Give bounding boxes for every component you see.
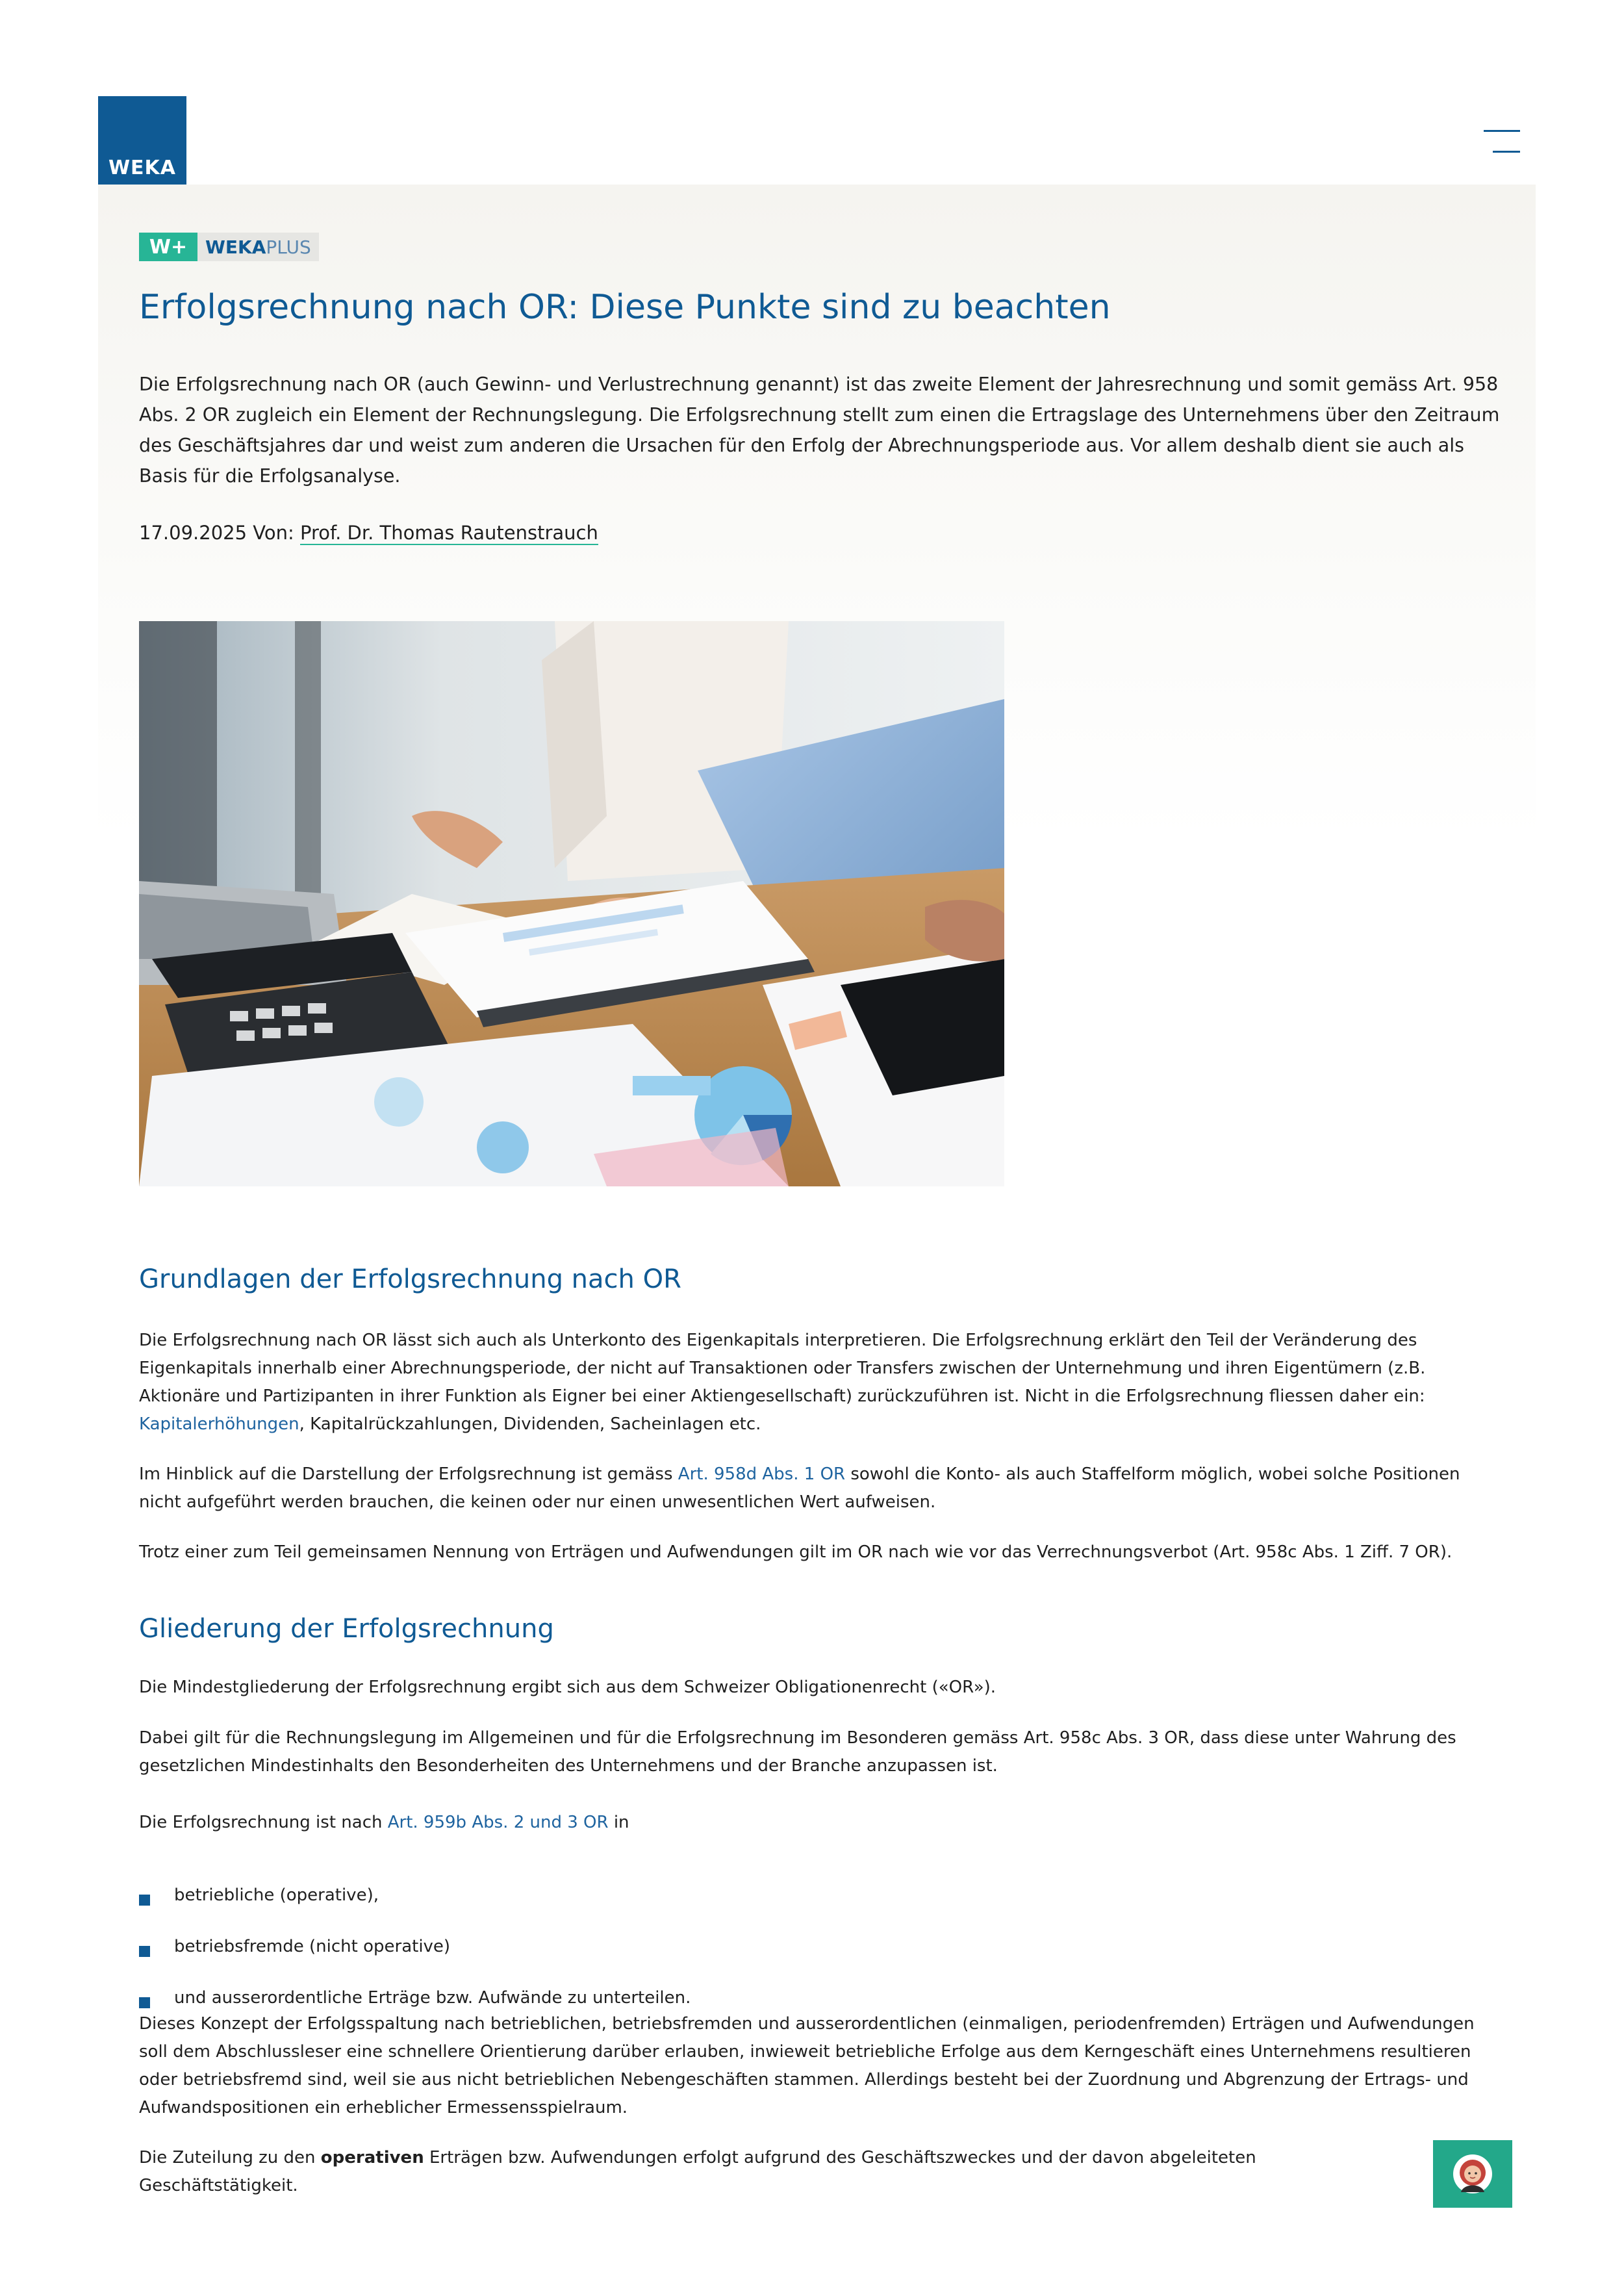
weka-logo[interactable] [98,96,186,185]
article-intro: Die Erfolgsrechnung nach OR (auch Gewinn- und Verlustrechnung genannt) ist das zweite Element der Jahresrechnung und somit gemäss Art. 958 Abs. 2 OR zugleich ein Element der Rechnungslegung. Die Erfolgsrechnung stellt zum einen die Ertragslage des Unternehmens über den Zeitraum des Geschäftsjahres dar und weist zum anderen die Ursachen für den Erfolg der Abrechnungsperiode aus. Vor allem deshalb dient sie auch als Basis für die Erfolgsanalyse. [139,374,1500,487]
paragraph: Dieses Konzept der Erfolgsspaltung nach betrieblichen, betriebsfremden und ausserordentlichen (einmaligen, periodenfremden) Erträgen und Aufwendungen soll dem Abschlussleser eine schnellere Orientierung darüber erlauben, inwieweit betriebliche Erfolge aus dem Kerngeschäft eines Unternehmens resultieren oder betriebsfremd sind, weil sie aus nicht betrieblichen Nebengeschäften stammen. Allerdings besteht bei der Zuordnung und Abgrenzung der Ertrags- und Aufwandspositionen ein erheblicher Ermessensspielraum. [139,2014,1475,2117]
wekaplus-label: WEKA PLUS [197,233,319,261]
section-heading-grundlagen: Grundlagen der Erfolgsrechnung nach OR [139,1264,681,1294]
paragraph: Trotz einer zum Teil gemeinsamen Nennung von Erträgen und Aufwendungen gilt im OR nach wie vor das Verrechnungsverbot (Art. 958c Abs. 1 Ziff. 7 OR). [139,1542,1453,1562]
author-prefix: Von: [253,522,294,544]
paragraph: Die Zuteilung zu den operativen Erträgen bzw. Aufwendungen erfolgt aufgrund des Geschäftszweckes und der davon abgeleiteten Geschäftstätigkeit. [139,2148,1256,2195]
menu-button[interactable] [1484,130,1523,156]
logo-text: WEKA [108,157,177,179]
list-item: und ausserordentliche Erträge bzw. Aufwände zu unterteilen. [139,1984,1503,2036]
paragraph: Dabei gilt für die Rechnungslegung im Allgemeinen und für die Erfolgsrechnung im Besonderen gemäss Art. 958c Abs. 3 OR, dass diese unter Wahrung des gesetzlichen Mindestinhalts den Besonderheiten des Unternehmens und der Branche anzupassen ist. [139,1728,1456,1776]
square-bullet-icon [139,1997,150,2008]
list-item: betriebliche (operative), [139,1882,1503,1933]
section-heading-gliederung: Gliederung der Erfolgsrechnung [139,1614,554,1644]
wplus-icon: W+ [139,233,197,261]
link-art-959b[interactable]: Art. 959b Abs. 2 und 3 OR [387,1813,609,1832]
author-link[interactable]: Prof. Dr. Thomas Rautenstrauch [299,522,598,544]
article-image [139,621,1004,1186]
paragraph: Die Erfolgsrechnung ist nach Art. 959b Abs. 2 und 3 OR in [139,1813,629,1832]
square-bullet-icon [139,1895,150,1906]
paragraph: Im Hinblick auf die Darstellung der Erfolgsrechnung ist gemäss Art. 958d Abs. 1 OR sowohl die Konto- als auch Staffelform möglich, wobei solche Positionen nicht aufgeführt werden brauchen, die keinen oder nur einen unwesentlichen Wert aufweisen. [139,1464,1460,1512]
list-item: betriebsfremde (nicht operative) [139,1933,1503,1984]
assistant-avatar-icon [1452,2153,1493,2195]
hamburger-icon [1484,130,1520,132]
page-title: Erfolgsrechnung nach OR: Diese Punkte sind zu beachten [139,288,1111,327]
article-meta [139,517,598,548]
hamburger-icon-line [1493,151,1520,153]
link-art-958d[interactable]: Art. 958d Abs. 1 OR [678,1464,846,1484]
paragraph: Die Mindestgliederung der Erfolgsrechnung ergibt sich aus dem Schweizer Obligationenrecht («OR»). [139,1678,996,1697]
link-kapitalerhoehungen[interactable]: Kapitalerhöhungen [139,1414,299,1434]
square-bullet-icon [139,1946,150,1957]
chat-assistant-button[interactable] [1433,2140,1512,2208]
wekaplus-badge [139,233,319,261]
article-date: 17.09.2025 [139,522,247,544]
paragraph: Die Erfolgsrechnung nach OR lässt sich auch als Unterkonto des Eigenkapitals interpretieren. Die Erfolgsrechnung erklärt den Teil der Veränderung des Eigenkapitals innerhalb einer Abrechnungsperiode, der nicht auf Transaktionen oder Transfers zwischen der Unternehmung und ihren Eigentümern (z.B. Aktionäre und Partizipanten in ihrer Funktion als Eigner bei einer Aktiengesellschaft) zurückzuführen ist. Nicht in die Erfolgsrechnung fliessen daher ein: Kapitalerhöhungen, Kapitalrückzahlungen, Dividenden, Sacheinlagen etc. [139,1331,1426,1434]
